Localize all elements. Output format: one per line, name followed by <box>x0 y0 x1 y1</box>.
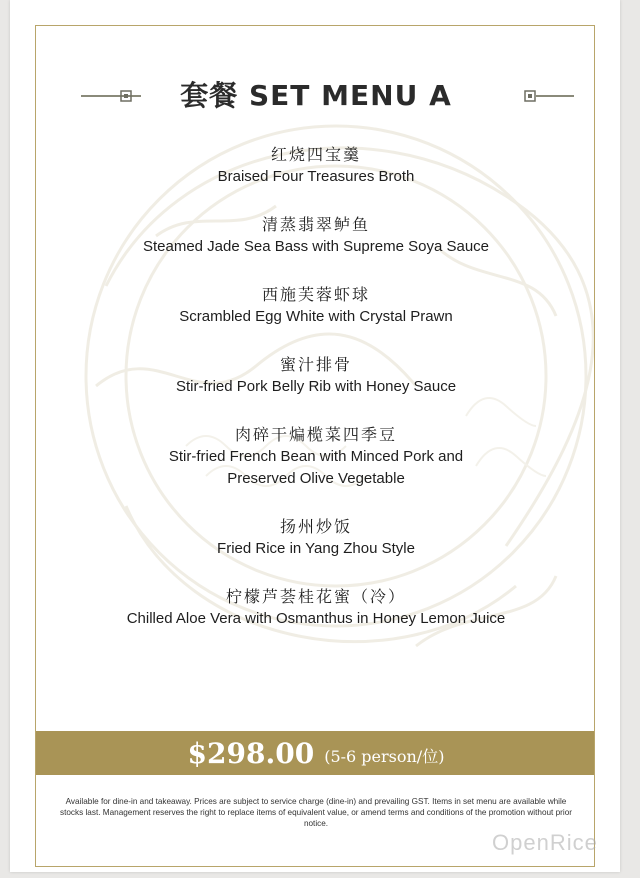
pax-note: (5-6 person/位) <box>324 746 445 766</box>
dish-name-en: Chilled Aloe Vera with Osmanthus in Honey Lemon Juice <box>126 610 506 627</box>
right-ornament-icon <box>522 88 538 104</box>
menu-item <box>36 144 595 188</box>
page-title: 套餐 SET MENU A <box>180 79 452 112</box>
dish-name-zh: 柠檬芦荟桂花蜜（冷） <box>225 587 406 606</box>
dish-name-en: Braised Four Treasures Broth <box>217 168 415 185</box>
dish-name-en: Stir-fried Pork Belly Rib with Honey Sauce <box>175 378 457 395</box>
menu-frame <box>35 25 595 867</box>
title-rule-right <box>536 95 574 97</box>
menu-items <box>36 144 595 630</box>
dish-name-zh: 蜜汁排骨 <box>279 355 352 374</box>
set-price: $298.00 <box>187 736 315 770</box>
dish-name-zh: 红烧四宝羹 <box>270 145 361 164</box>
dish-name-en: Steamed Jade Sea Bass with Supreme Soya Sauce <box>142 238 490 255</box>
menu-item <box>36 586 595 630</box>
dish-name-zh: 清蒸翡翠鲈鱼 <box>261 215 370 234</box>
dish-name-en-line-1: Stir-fried French Bean with Minced Pork and <box>168 448 464 465</box>
menu-item <box>36 214 595 258</box>
title-row <box>36 76 595 116</box>
dish-name-zh: 扬州炒饭 <box>279 517 352 536</box>
dish-name-en-line-2: Preserved Olive Vegetable <box>227 470 405 487</box>
menu-item <box>36 354 595 398</box>
dish-name-zh: 西施芙蓉虾球 <box>261 285 370 304</box>
menu-item <box>36 516 595 560</box>
price-band <box>36 731 595 775</box>
dish-name-en: Fried Rice in Yang Zhou Style <box>217 540 415 557</box>
menu-item <box>36 284 595 328</box>
menu-sheet <box>10 0 620 872</box>
dish-name-zh: 肉碎干煸榄菜四季豆 <box>234 425 397 444</box>
dish-name-en: Scrambled Egg White with Crystal Prawn <box>179 308 453 325</box>
menu-item <box>36 424 595 490</box>
terms-footnote: Available for dine-in and takeaway. Prices are subject to service charge (dine-in) and prevailing GST. Items in set menu are available while stocks last. Management reserves the right to replace items of equivalent value, or amend terms and conditions of the promotion without prior notice. <box>60 797 572 828</box>
openrice-watermark: OpenRice <box>492 830 598 855</box>
